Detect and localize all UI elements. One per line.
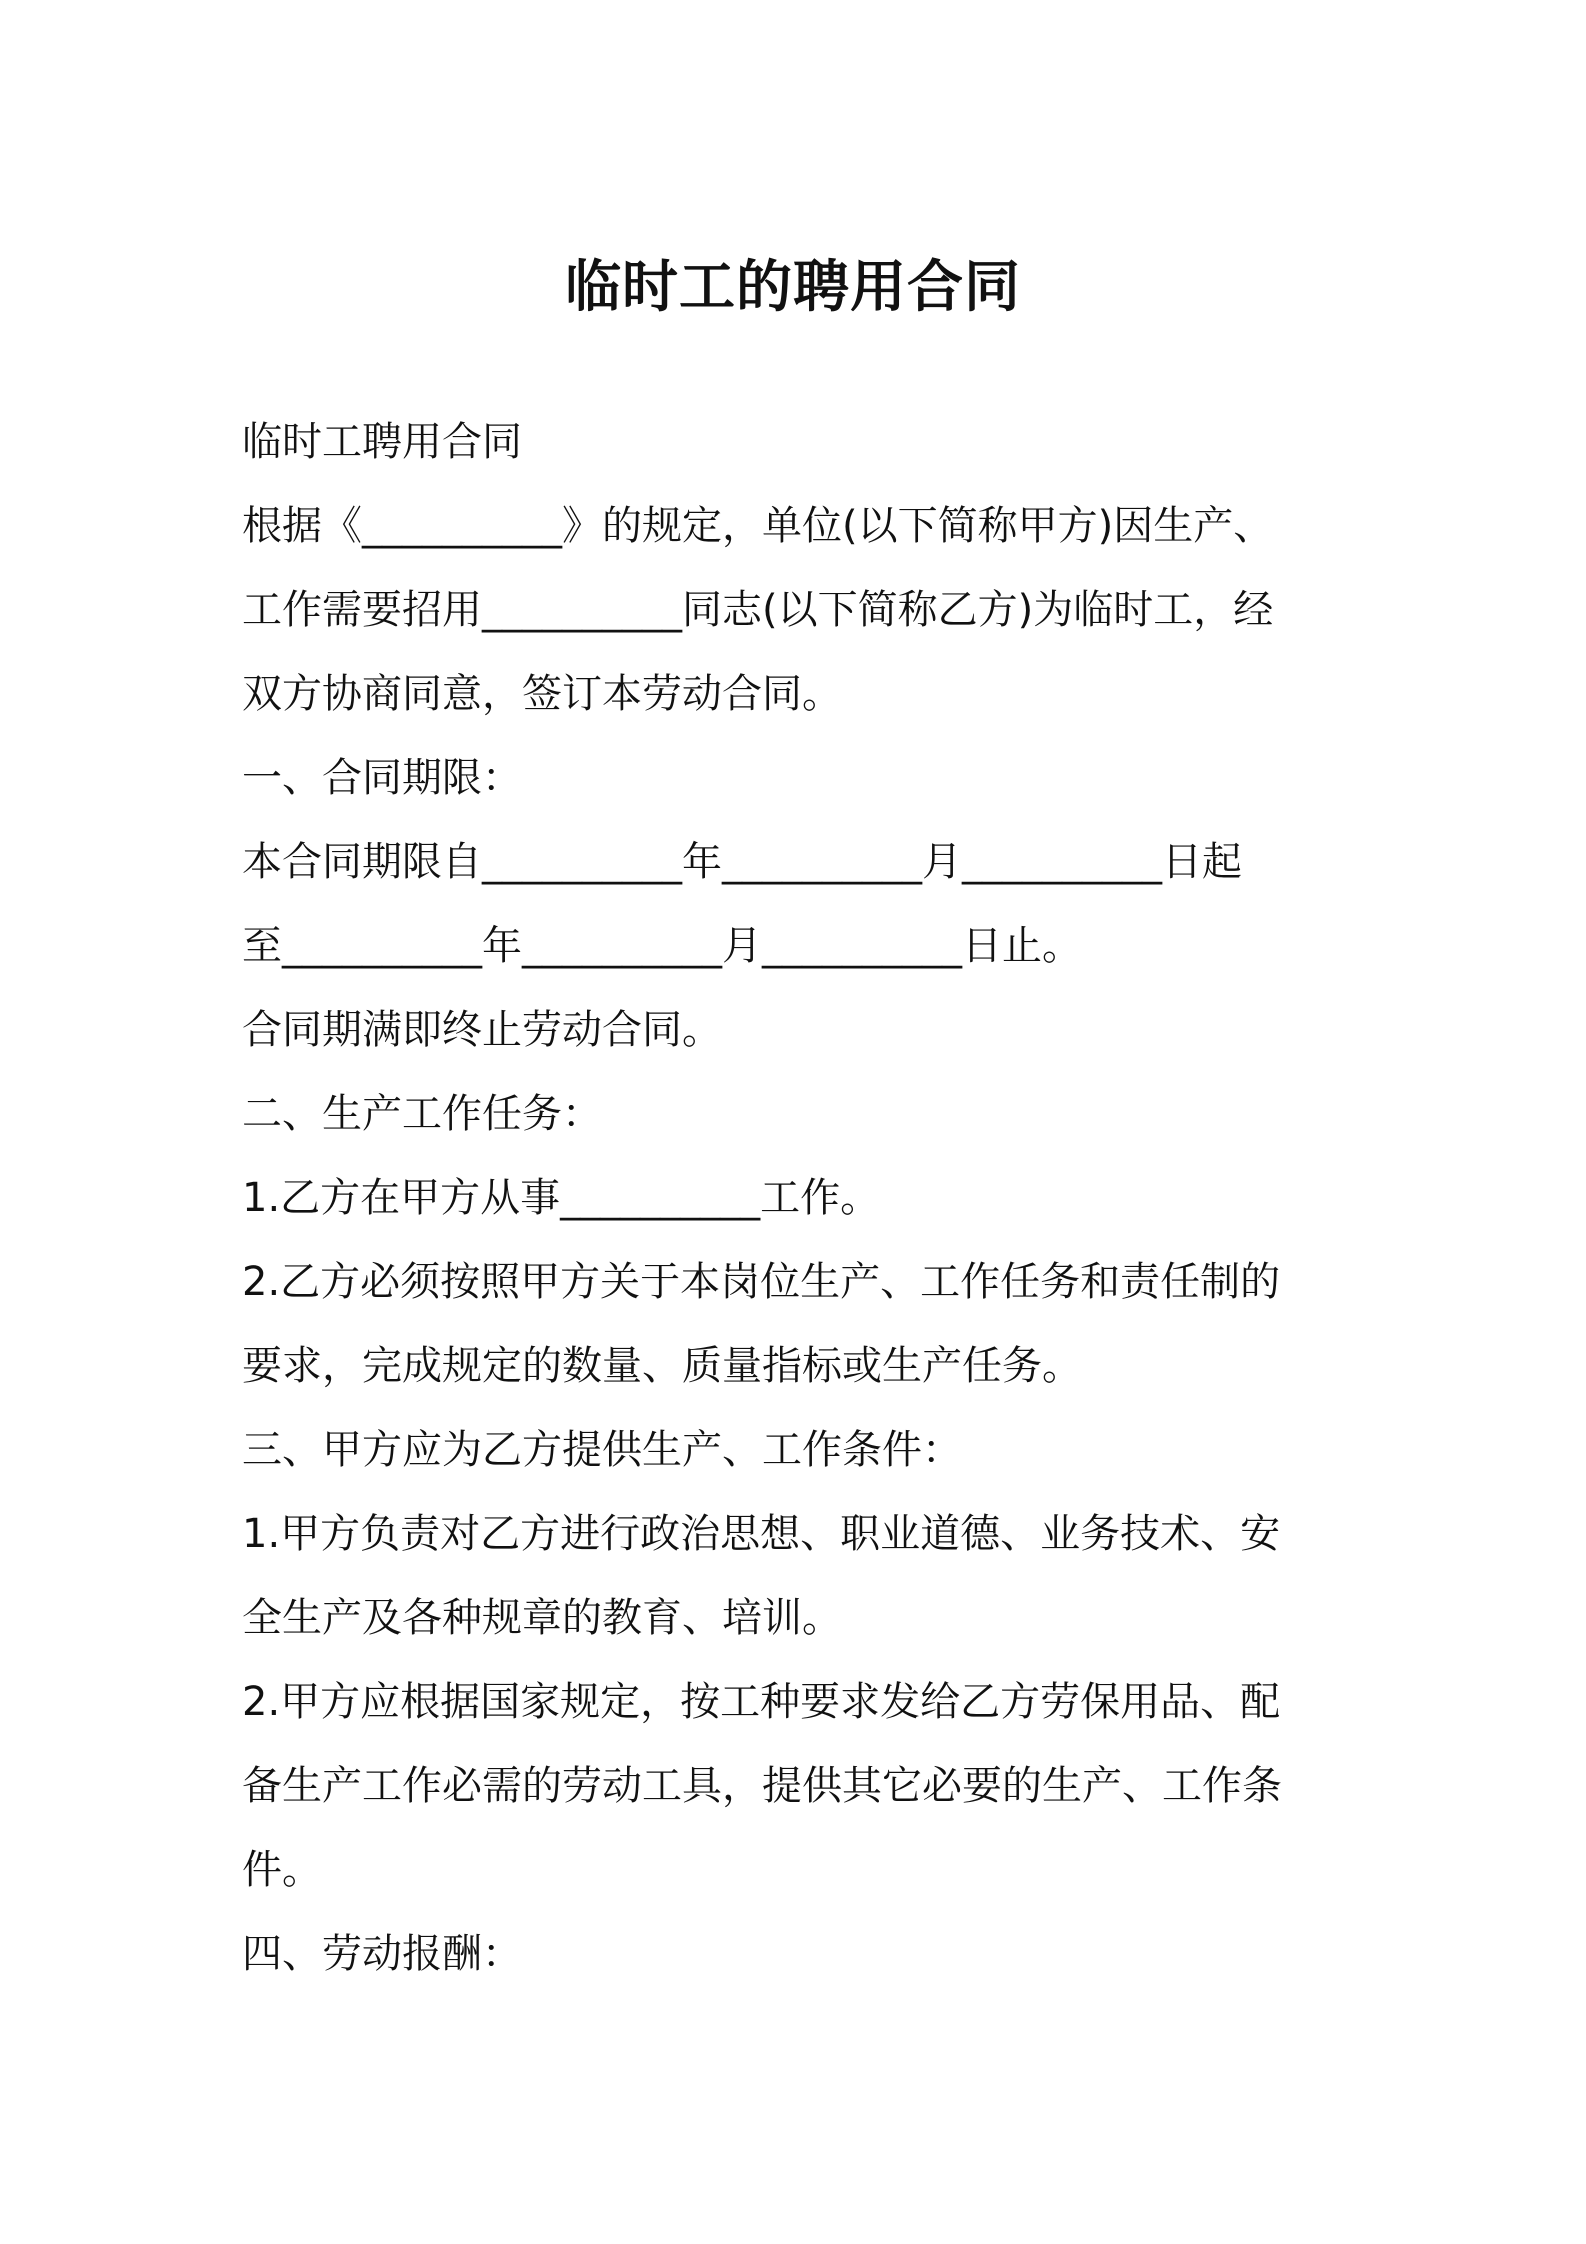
text-line: 工作需要招用__________同志(以下简称乙方)为临时工，经 xyxy=(242,587,1274,633)
text-line: 件。 xyxy=(242,1847,322,1893)
text-line: 要求，完成规定的数量、质量指标或生产任务。 xyxy=(242,1343,1082,1389)
text-line: 双方协商同意，签订本劳动合同。 xyxy=(242,671,842,717)
text-line: 备生产工作必需的劳动工具，提供其它必要的生产、工作条 xyxy=(242,1763,1282,1809)
text-line: 根据《__________》的规定，单位(以下简称甲方)因生产、 xyxy=(242,503,1274,549)
section-heading: 三、甲方应为乙方提供生产、工作条件： xyxy=(242,1427,962,1473)
section-heading: 一、合同期限： xyxy=(242,755,522,801)
text-line: 1.甲方负责对乙方进行政治思想、职业道德、业务技术、安 xyxy=(242,1511,1281,1557)
document-title: 临时工的聘用合同 xyxy=(565,255,1021,320)
text-line: 全生产及各种规章的教育、培训。 xyxy=(242,1595,842,1641)
text-line: 1.乙方在甲方从事__________工作。 xyxy=(242,1175,881,1221)
text-line: 至__________年__________月__________日止。 xyxy=(242,923,1082,969)
section-heading: 四、劳动报酬： xyxy=(242,1931,522,1977)
text-line: 2.乙方必须按照甲方关于本岗位生产、工作任务和责任制的 xyxy=(242,1259,1281,1305)
text-line: 合同期满即终止劳动合同。 xyxy=(242,1007,722,1053)
text-line: 本合同期限自__________年__________月__________日起 xyxy=(242,839,1242,885)
section-heading: 二、生产工作任务： xyxy=(242,1091,602,1137)
text-line: 2.甲方应根据国家规定，按工种要求发给乙方劳保用品、配 xyxy=(242,1679,1281,1725)
text-line: 临时工聘用合同 xyxy=(242,419,522,465)
document-body xyxy=(242,400,1352,1996)
